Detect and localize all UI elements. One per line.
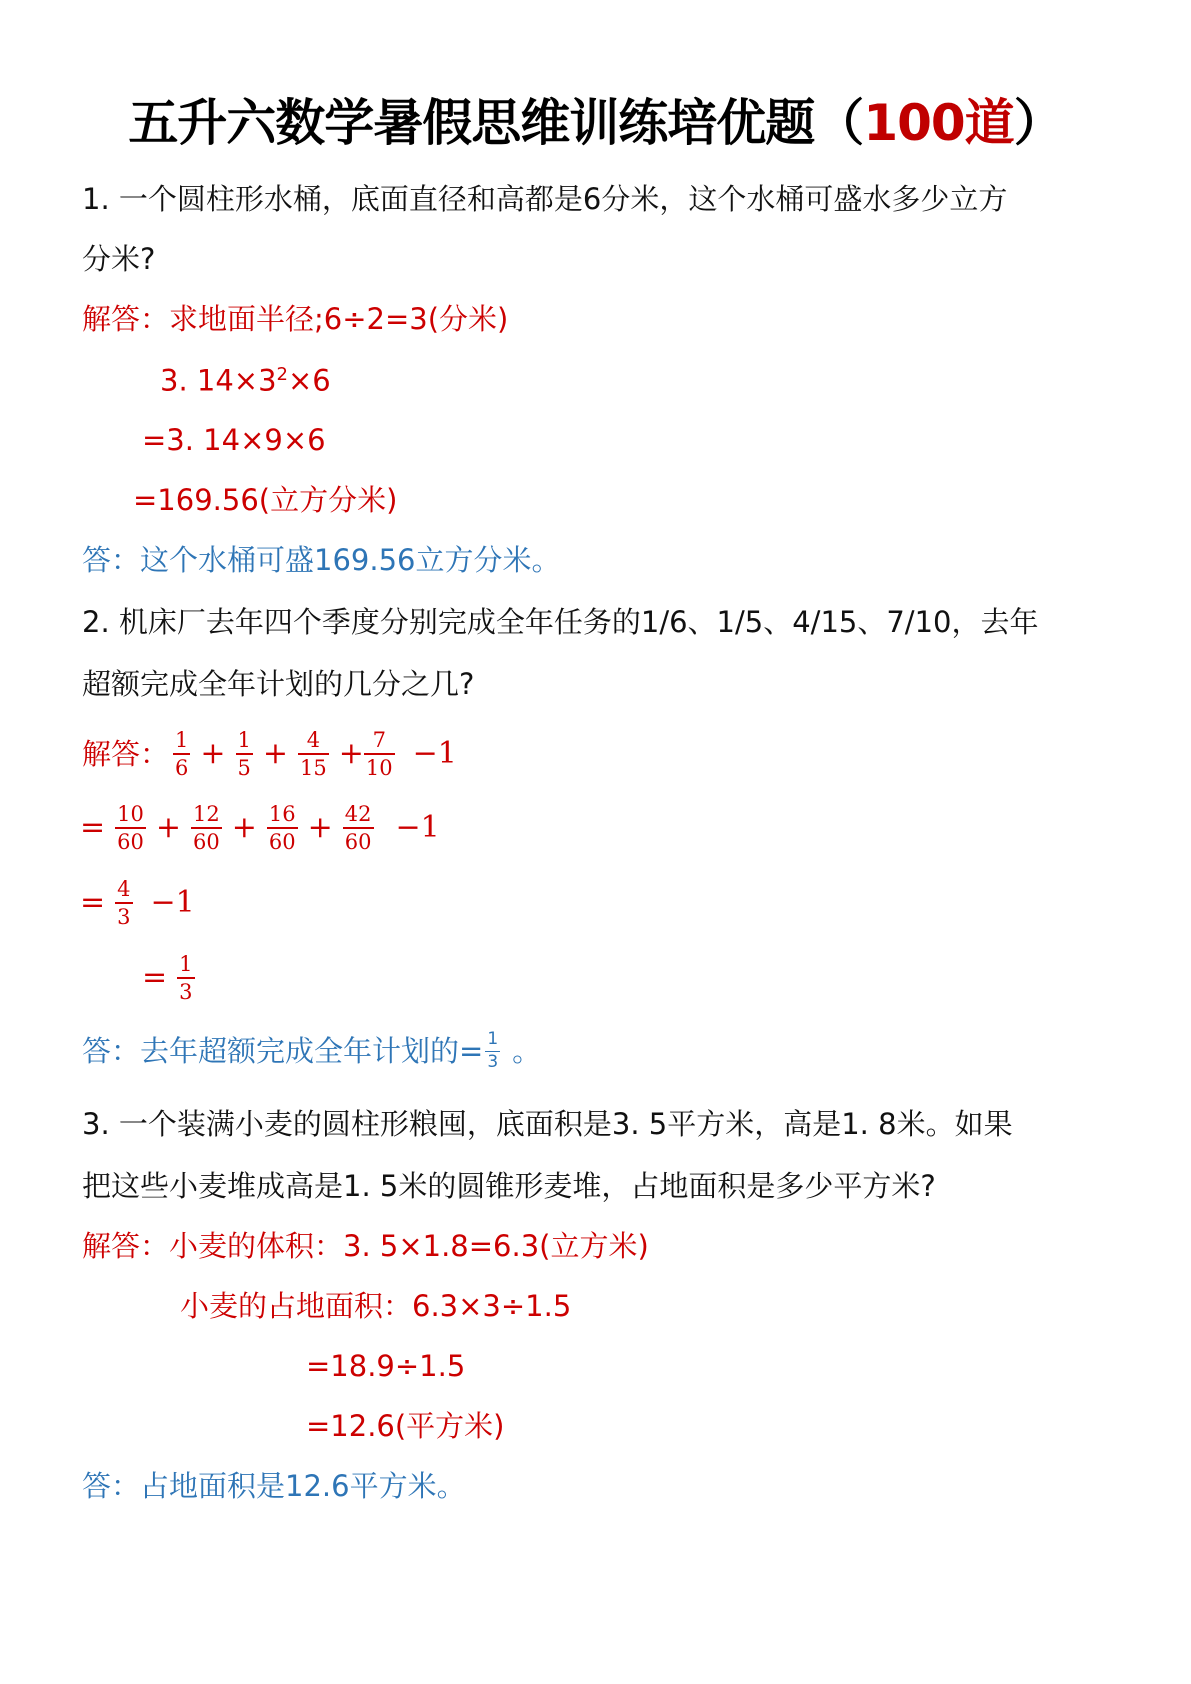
q2-text-line2: 超额完成全年计划的几分之几?: [82, 667, 475, 701]
fraction: $\frac{10}{60}$: [117, 802, 144, 855]
q1-text-line1: 1. 一个圆柱形水桶，底面直径和高都是6分米，这个水桶可盛水多少立方: [82, 182, 1008, 216]
q1-solution-line2: [160, 363, 331, 398]
q2-solution-step1: [82, 728, 463, 780]
equals-sign: =: [80, 885, 106, 921]
q3-solution-line1: 解答：小麦的体积：3. 5×1.8=6.3(立方米): [82, 1229, 649, 1263]
title-count: 100道: [863, 94, 1014, 152]
q1-sol2-b: ×6: [288, 363, 331, 398]
fraction: $\frac{4}{15}$: [300, 728, 327, 781]
title-close: ）: [1013, 94, 1063, 152]
q3-solution-line2: 小麦的占地面积：6.3×3÷1.5: [180, 1289, 572, 1323]
q3-answer: 答：占地面积是12.6平方米。: [82, 1469, 466, 1503]
q3-solution-line3: =18.9÷1.5: [306, 1349, 466, 1383]
minus-one: −1: [412, 736, 457, 772]
q1-solution-line3: =3. 14×9×6: [142, 423, 326, 457]
q1-sol2-sup: 2: [276, 364, 288, 385]
plus-sign: +: [200, 736, 226, 772]
q2-solution-step2: [80, 802, 446, 854]
minus-one: −1: [395, 810, 440, 846]
plus-sign: +: [155, 810, 182, 846]
q1-solution-line1: 解答：求地面半径;6÷2=3(分米): [82, 302, 509, 336]
q1-answer: 答：这个水桶可盛169.56立方分米。: [82, 543, 561, 577]
plus-sign: +: [307, 810, 333, 846]
q1-solution-line4: =169.56(立方分米): [133, 483, 398, 517]
fraction: $\frac{1}{3}$: [487, 1029, 499, 1072]
minus-one: −1: [150, 885, 195, 921]
q2-solution-step3: [80, 877, 201, 929]
fraction: $\frac{1}{3}$: [179, 952, 193, 1005]
q3-text-line2: 把这些小麦堆成高是1. 5米的圆锥形麦堆，占地面积是多少平方米?: [82, 1169, 936, 1203]
fraction: $\frac{1}{6}$: [175, 728, 189, 781]
q2-sol-label: 解答：: [82, 736, 170, 771]
fraction: $\frac{16}{60}$: [268, 802, 296, 855]
plus-sign: +: [338, 736, 364, 772]
title-text: 五升六数学暑假思维训练培优题（: [128, 94, 864, 152]
q2-answer-suffix: 。: [512, 1033, 542, 1068]
q2-answer: [82, 1030, 541, 1072]
fraction: $\frac{42}{60}$: [344, 802, 372, 855]
q2-text-line1: 2. 机床厂去年四个季度分别完成全年任务的1/6、1/5、4/15、7/10，去年: [82, 605, 1039, 639]
fraction: $\frac{4}{3}$: [117, 877, 131, 930]
equals-sign: =: [142, 960, 168, 996]
page-title: [0, 94, 1191, 152]
q1-text-line2: 分米?: [82, 242, 156, 276]
fraction: $\frac{7}{10}$: [365, 728, 393, 781]
q3-solution-line4: =12.6(平方米): [306, 1409, 505, 1443]
fraction: $\frac{12}{60}$: [193, 802, 220, 855]
q3-text-line1: 3. 一个装满小麦的圆柱形粮囤，底面积是3. 5平方米，高是1. 8米。如果: [82, 1107, 1013, 1141]
plus-sign: +: [262, 736, 289, 772]
q1-sol2-a: 3. 14×3: [160, 363, 277, 398]
q2-solution-step4: [142, 952, 199, 1004]
fraction: $\frac{1}{5}$: [237, 728, 251, 781]
equals-sign: =: [80, 810, 106, 846]
plus-sign: +: [231, 810, 257, 846]
q2-answer-prefix: 答：去年超额完成全年计划的=: [82, 1033, 484, 1068]
